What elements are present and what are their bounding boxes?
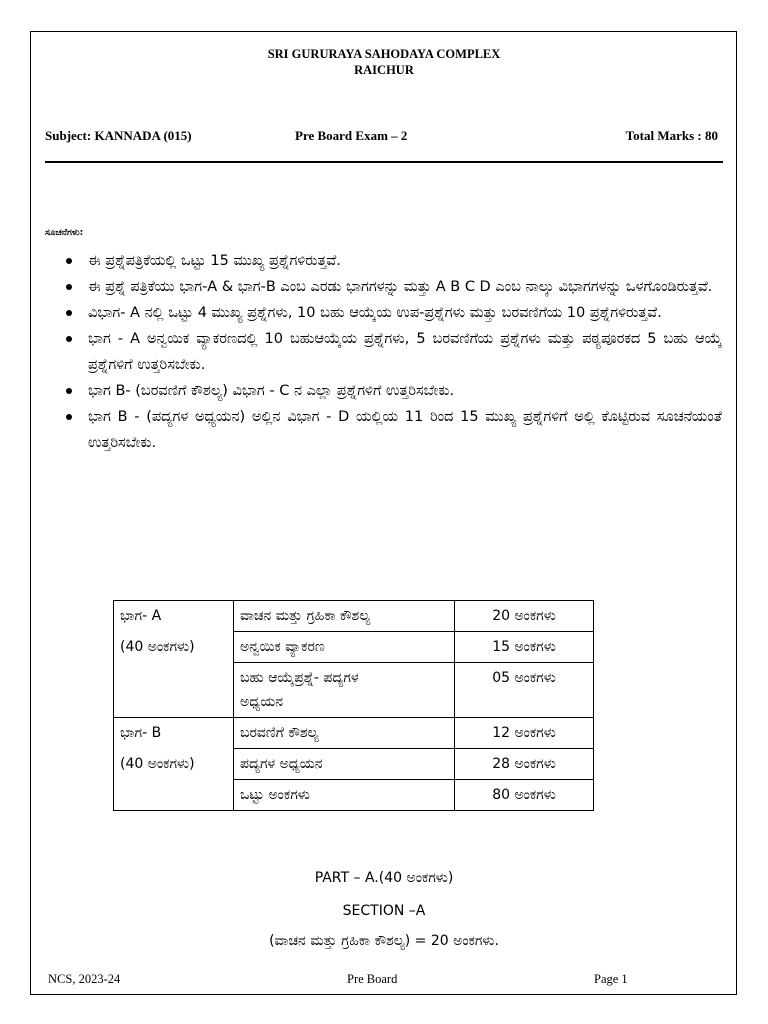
topic-cell: ವಾಚನ ಮತ್ತು ಗ್ರಹಿಕಾ ಕೌಶಲ್ಯ <box>234 601 455 632</box>
header-divider <box>45 161 723 163</box>
topic-cell: ಬಹು ಆಯ್ಕೆಪ್ರಶ್ನೆ- ಪದ್ಯಗಳ ಅಧ್ಯಯನ <box>234 663 455 718</box>
total-marks: Total Marks : 80 <box>625 128 718 143</box>
bullet-icon <box>66 414 72 420</box>
marks-cell: 05 ಅಂಕಗಳು <box>455 663 594 718</box>
footer-center: Pre Board <box>347 972 398 986</box>
table-row <box>114 632 594 663</box>
marks-cell: 28 ಅಂಕಗಳು <box>455 749 594 780</box>
marks-distribution-table <box>113 600 594 811</box>
part-b-spacer <box>114 780 234 811</box>
instructions-list <box>62 248 722 456</box>
table-row <box>114 780 594 811</box>
instruction-item: ಭಾಗ - A ಅನ್ವಯಿಕ ವ್ಯಾಕರಣದಲ್ಲಿ 10 ಬಹುಆಯ್ಕೆಯ ಪ್ರಶ್ನೆಗಳು, 5 ಬರವಣಿಗೆಯ ಪ್ರಶ್ನೆಗಳು ಮತ್ತು ಪಠ್ಯಪೂರಕದ 5 ಬಹು ಆಯ್ಕೆ ಪ್ರಶ್ನೆಗಳಿಗೆ ಉತ್ತರಿಸಬೇಕು. <box>62 326 722 378</box>
school-name: SRI GURURAYA SAHODAYA COMPLEX <box>267 47 501 61</box>
total-marks-cell: 80 ಅಂಕಗಳು <box>455 780 594 811</box>
topic-cell: ಅನ್ವಯಿಕ ವ್ಯಾಕರಣ <box>234 632 455 663</box>
instructions-title: ಸೂಚನೆಗಳು: <box>45 228 84 238</box>
subject-label: Subject: KANNADA (015) <box>45 128 192 143</box>
part-b-label: ಭಾಗ- B <box>114 718 234 749</box>
instruction-item: ಭಾಗ B- (ಬರವಣಿಗೆ ಕೌಶಲ್ಯ) ವಿಭಾಗ - C ನ ಎಲ್ಲಾ ಪ್ರಶ್ನೆಗಳಿಗೆ ಉತ್ತರಿಸಬೇಕು. <box>62 378 722 404</box>
table-row <box>114 749 594 780</box>
part-heading: PART – A.(40 ಅಂಕಗಳು) <box>314 870 454 886</box>
part-a-label: ಭಾಗ- A <box>114 601 234 632</box>
page-number: Page 1 <box>594 972 628 986</box>
instruction-item: ವಿಭಾಗ- A ನಲ್ಲಿ ಒಟ್ಟು 4 ಮುಖ್ಯ ಪ್ರಶ್ನೆಗಳು, 10 ಬಹು ಆಯ್ಕೆಯ ಉಪ-ಪ್ರಶ್ನೆಗಳು ಮತ್ತು ಬರವಣಿಗೆಯ 10 ಪ್ರಶ್ನೆಗಳಿರುತ್ತವೆ. <box>62 300 722 326</box>
section-subtitle: (ವಾಚನ ಮತ್ತು ಗ್ರಹಿಕಾ ಕೌಶಲ್ಯ) = 20 ಅಂಕಗಳು. <box>269 933 499 949</box>
bullet-icon <box>66 336 72 342</box>
marks-cell: 12 ಅಂಕಗಳು <box>455 718 594 749</box>
table-row <box>114 718 594 749</box>
total-label-cell: ಒಟ್ಟು ಅಂಕಗಳು <box>234 780 455 811</box>
bullet-icon <box>66 258 72 264</box>
part-a-sub: (40 ಅಂಕಗಳು) <box>114 632 234 663</box>
bullet-icon <box>66 284 72 290</box>
instruction-item: ಈ ಪ್ರಶ್ನೆಪತ್ರಿಕೆಯಲ್ಲಿ ಒಟ್ಟು 15 ಮುಖ್ಯ ಪ್ರಶ್ನೆಗಳಿರುತ್ತವೆ. <box>62 248 722 274</box>
instruction-item: ಈ ಪ್ರಶ್ನೆ ಪತ್ರಿಕೆಯು ಭಾಗ-A & ಭಾಗ-B ಎಂಬ ಎರಡು ಭಾಗಗಳನ್ನು ಮತ್ತು A B C D ಎಂಬ ನಾಲ್ಕು ವಿಭಾಗಗಳನ್ನು ಒಳಗೊಂಡಿರುತ್ತವೆ. <box>62 274 722 300</box>
page-border <box>30 31 737 995</box>
part-a-spacer <box>114 663 234 718</box>
marks-cell: 15 ಅಂಕಗಳು <box>455 632 594 663</box>
footer-left: NCS, 2023-24 <box>48 972 121 986</box>
table-row <box>114 601 594 632</box>
exam-title: Pre Board Exam – 2 <box>295 128 408 143</box>
instruction-item: ಭಾಗ B - (ಪದ್ಯಗಳ ಅಧ್ಯಯನ) ಅಲ್ಲಿನ ವಿಭಾಗ - D ಯಲ್ಲಿಯ 11 ರಿಂದ 15 ಮುಖ್ಯ ಪ್ರಶ್ನೆಗಳಿಗೆ ಅಲ್ಲಿ ಕೊಟ್ಟಿರುವ ಸೂಚನೆಯಂತೆ ಉತ್ತರಿಸಬೇಕು. <box>62 404 722 456</box>
bullet-icon <box>66 388 72 394</box>
table-row <box>114 663 594 718</box>
bullet-icon <box>66 310 72 316</box>
topic-cell: ಪದ್ಯಗಳ ಅಧ್ಯಯನ <box>234 749 455 780</box>
school-city: RAICHUR <box>354 63 414 77</box>
marks-cell: 20 ಅಂಕಗಳು <box>455 601 594 632</box>
section-heading: SECTION –A <box>342 903 426 919</box>
topic-cell: ಬರವಣಿಗೆ ಕೌಶಲ್ಯ <box>234 718 455 749</box>
part-b-sub: (40 ಅಂಕಗಳು) <box>114 749 234 780</box>
